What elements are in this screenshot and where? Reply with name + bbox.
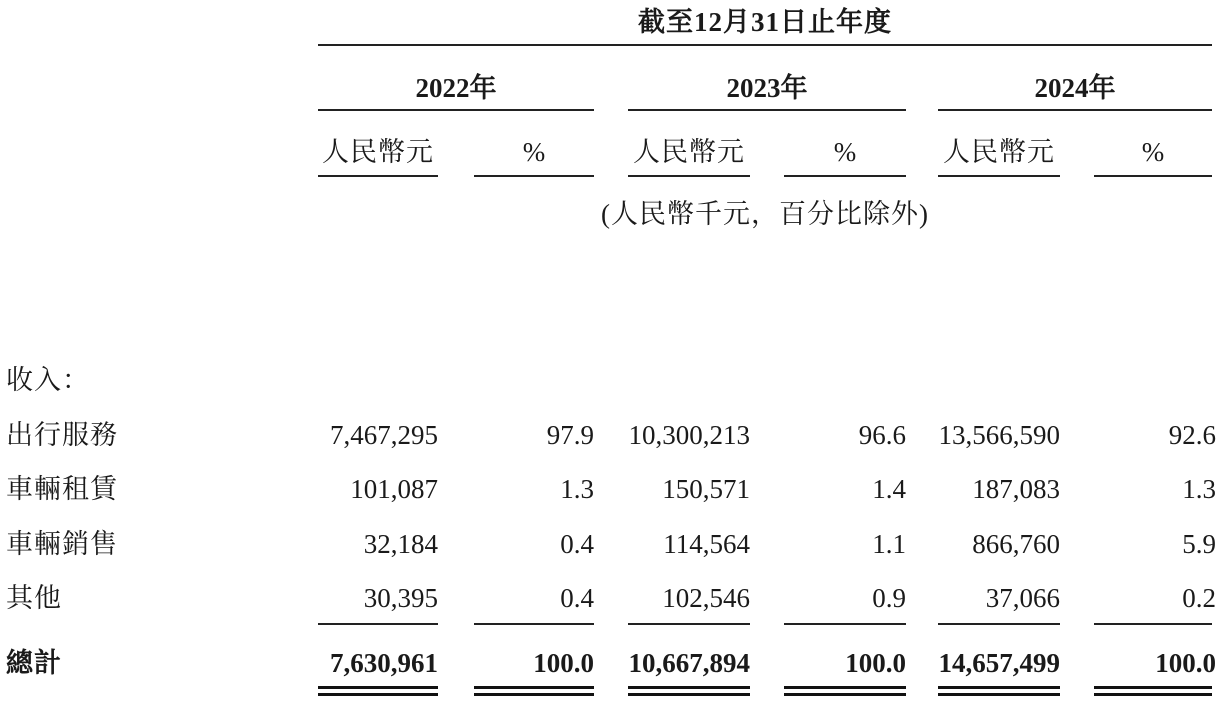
year-header-2022: 2022年 (415, 73, 497, 103)
total-double-rule-bottom-2 (474, 693, 594, 696)
total-double-rule-bottom-3 (628, 693, 750, 696)
table-cell: 13,566,590 (938, 420, 1060, 450)
table-cell: 150,571 (662, 474, 750, 504)
table-cell: 10,300,213 (628, 420, 750, 450)
table-cell: 866,760 (972, 529, 1060, 559)
table-cell: 30,395 (363, 583, 438, 613)
total-double-rule-bottom-5 (938, 693, 1060, 696)
subtotal-rule-3 (628, 623, 750, 625)
table-cell: 7,467,295 (330, 420, 438, 450)
total-double-rule-top-1 (318, 686, 438, 689)
row-label-vehicle-leasing: 車輛租賃 (6, 474, 118, 504)
table-cell: 114,564 (663, 529, 750, 559)
table-cell: 37,066 (985, 583, 1060, 613)
total-cell: 100.0 (1155, 648, 1216, 678)
year-underline-2024 (938, 109, 1212, 111)
subheader-underline-1 (318, 175, 438, 177)
table-cell: 0.2 (1182, 583, 1216, 613)
row-label-total: 總計 (6, 648, 62, 678)
subheader-underline-2 (474, 175, 594, 177)
table-cell: 5.9 (1182, 529, 1216, 559)
subtotal-rule-4 (784, 623, 906, 625)
total-double-rule-top-6 (1094, 686, 1212, 689)
table-cell: 96.6 (858, 420, 906, 450)
section-label-revenue: 收入： (6, 365, 90, 395)
table-cell: 1.1 (872, 529, 906, 559)
units-note: (人民幣千元，百分比除外) (601, 199, 929, 229)
currency-header-2024: 人民幣元 (943, 137, 1055, 167)
subtotal-rule-2 (474, 623, 594, 625)
total-double-rule-bottom-4 (784, 693, 906, 696)
total-double-rule-top-4 (784, 686, 906, 689)
total-cell: 100.0 (533, 648, 594, 678)
table-cell: 102,546 (662, 583, 750, 613)
table-cell: 1.3 (1182, 474, 1216, 504)
row-label-mobility-services: 出行服務 (6, 420, 118, 450)
table-cell: 97.9 (546, 420, 594, 450)
total-double-rule-top-3 (628, 686, 750, 689)
subtotal-rule-6 (1094, 623, 1212, 625)
year-header-2024: 2024年 (1034, 73, 1116, 103)
period-header: 截至12月31日止年度 (638, 7, 892, 37)
table-cell: 1.3 (560, 474, 594, 504)
total-cell: 7,630,961 (330, 648, 438, 678)
table-cell: 187,083 (972, 474, 1060, 504)
row-label-others: 其他 (6, 583, 62, 613)
table-cell: 92.6 (1168, 420, 1216, 450)
table-cell: 0.4 (560, 583, 594, 613)
total-cell: 10,667,894 (628, 648, 750, 678)
total-double-rule-bottom-1 (318, 693, 438, 696)
year-underline-2023 (628, 109, 906, 111)
currency-header-2023: 人民幣元 (633, 137, 745, 167)
year-underline-2022 (318, 109, 594, 111)
table-cell: 0.4 (560, 529, 594, 559)
subtotal-rule-1 (318, 623, 438, 625)
table-cell: 0.9 (872, 583, 906, 613)
subheader-underline-5 (938, 175, 1060, 177)
period-underline (318, 44, 1212, 46)
total-double-rule-top-5 (938, 686, 1060, 689)
percent-header-2023: % (833, 137, 857, 167)
table-cell: 1.4 (872, 474, 906, 504)
row-label-vehicle-sales: 車輛銷售 (6, 529, 118, 559)
total-cell: 14,657,499 (938, 648, 1060, 678)
subheader-underline-6 (1094, 175, 1212, 177)
currency-header-2022: 人民幣元 (322, 137, 434, 167)
percent-header-2024: % (1141, 137, 1165, 167)
subheader-underline-3 (628, 175, 750, 177)
total-cell: 100.0 (845, 648, 906, 678)
year-header-2023: 2023年 (726, 73, 808, 103)
percent-header-2022: % (522, 137, 546, 167)
subtotal-rule-5 (938, 623, 1060, 625)
table-cell: 101,087 (350, 474, 438, 504)
subheader-underline-4 (784, 175, 906, 177)
total-double-rule-bottom-6 (1094, 693, 1212, 696)
table-cell: 32,184 (363, 529, 438, 559)
total-double-rule-top-2 (474, 686, 594, 689)
